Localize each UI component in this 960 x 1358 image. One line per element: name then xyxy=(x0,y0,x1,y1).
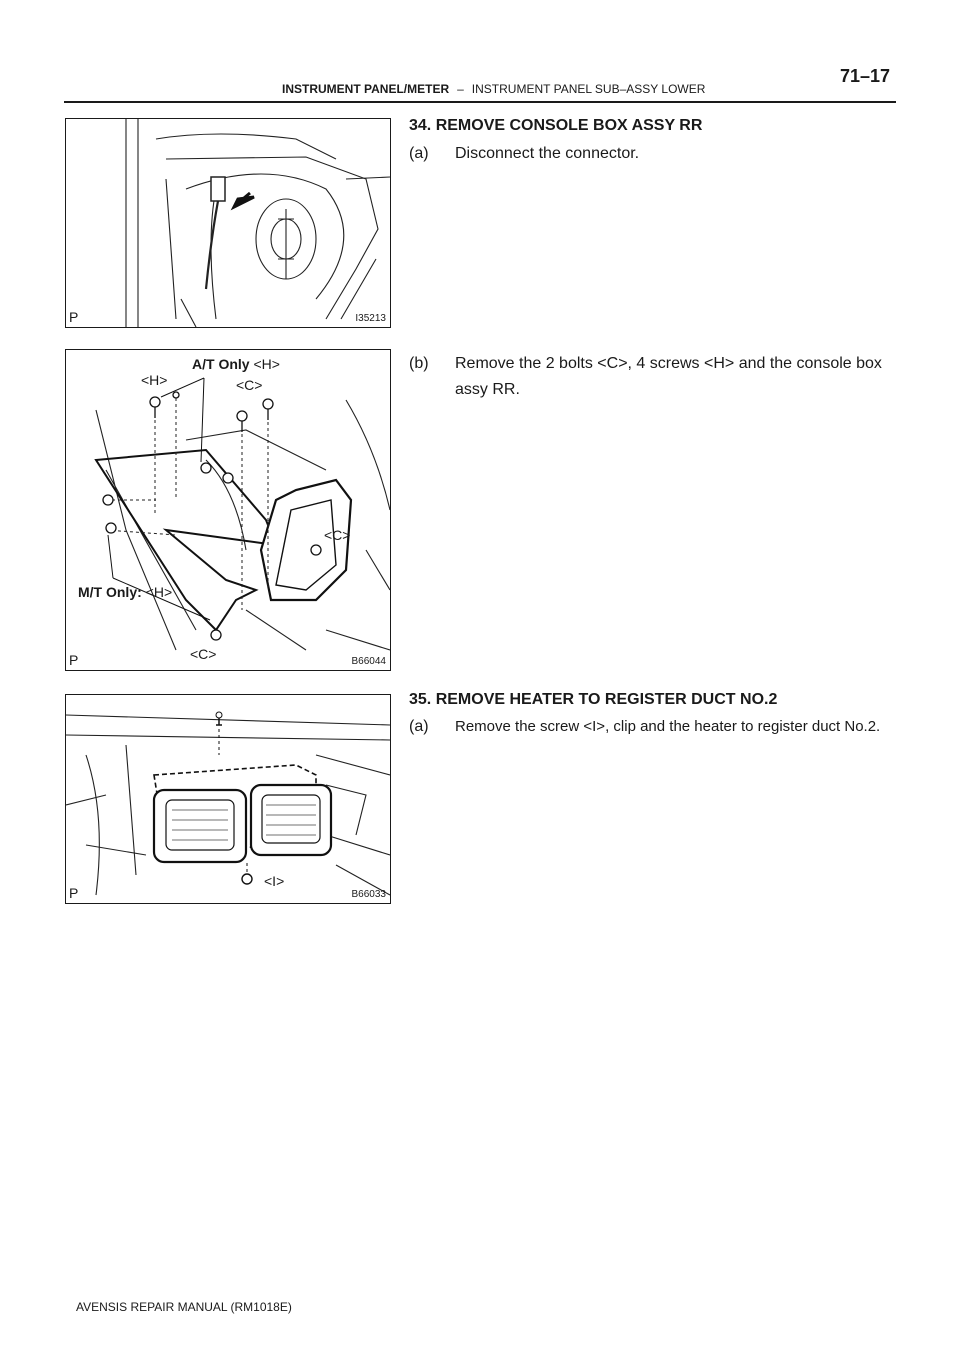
header-title xyxy=(282,82,705,96)
register-left xyxy=(154,790,246,862)
step-35a xyxy=(409,714,899,740)
screw-icon xyxy=(242,874,252,884)
step-34b-tag: (b) xyxy=(409,355,429,372)
heater-duct-illustration xyxy=(66,695,390,903)
connector-illustration xyxy=(66,119,390,327)
callout-at-only xyxy=(192,356,280,372)
figure-id: B66044 xyxy=(351,656,386,667)
callout-c-top: <C> xyxy=(236,377,263,393)
header-subsection: INSTRUMENT PANEL SUB–ASSY LOWER xyxy=(471,82,706,96)
step-34a xyxy=(409,141,899,167)
arrow-icon xyxy=(234,193,254,207)
step-34b-text: Remove the 2 bolts <C>, 4 screws <H> and the console box assy RR. xyxy=(455,355,882,398)
figure-p-mark: P xyxy=(69,309,79,325)
step-34-title: 34. REMOVE CONSOLE BOX ASSY RR xyxy=(409,117,703,134)
page-footer: AVENSIS REPAIR MANUAL (RM1018E) xyxy=(76,1300,292,1314)
figure-id: I35213 xyxy=(355,313,386,324)
header-dash: – xyxy=(457,82,464,96)
header-section: INSTRUMENT PANEL/METER xyxy=(282,82,450,96)
console-box-illustration xyxy=(66,350,390,670)
callout-c-right: <C> xyxy=(324,527,351,543)
callout-mt-only-label: M/T Only: xyxy=(78,584,142,600)
step-34a-tag: (a) xyxy=(409,145,429,162)
step-34b xyxy=(409,351,899,403)
callout-h-top: <H> xyxy=(141,372,168,388)
figure-heater-duct xyxy=(65,694,391,904)
page-number: 71–17 xyxy=(839,66,890,86)
callout-i: <I> xyxy=(264,873,285,889)
figure-p-mark: P xyxy=(69,885,79,901)
figure-console-box xyxy=(65,349,391,671)
figure-connector xyxy=(65,118,391,328)
callout-at-h: <H> xyxy=(253,356,280,372)
callout-mt-h: <H> xyxy=(145,584,173,600)
callout-c-bottom: <C> xyxy=(190,646,217,662)
step-34a-text: Disconnect the connector. xyxy=(455,145,640,162)
connector-shape xyxy=(211,177,225,201)
figure-p-mark: P xyxy=(69,652,79,668)
step-35a-text: Remove the screw <I>, clip and the heater to register duct No.2. xyxy=(455,718,881,735)
header-rule xyxy=(64,101,896,103)
callout-mt-only xyxy=(78,584,172,600)
step-35a-tag: (a) xyxy=(409,718,429,735)
figure-id: B66033 xyxy=(351,889,386,900)
callout-at-only-label: A/T Only xyxy=(192,356,250,372)
step-35-title: 35. REMOVE HEATER TO REGISTER DUCT NO.2 xyxy=(409,691,778,708)
page-header xyxy=(64,66,896,102)
